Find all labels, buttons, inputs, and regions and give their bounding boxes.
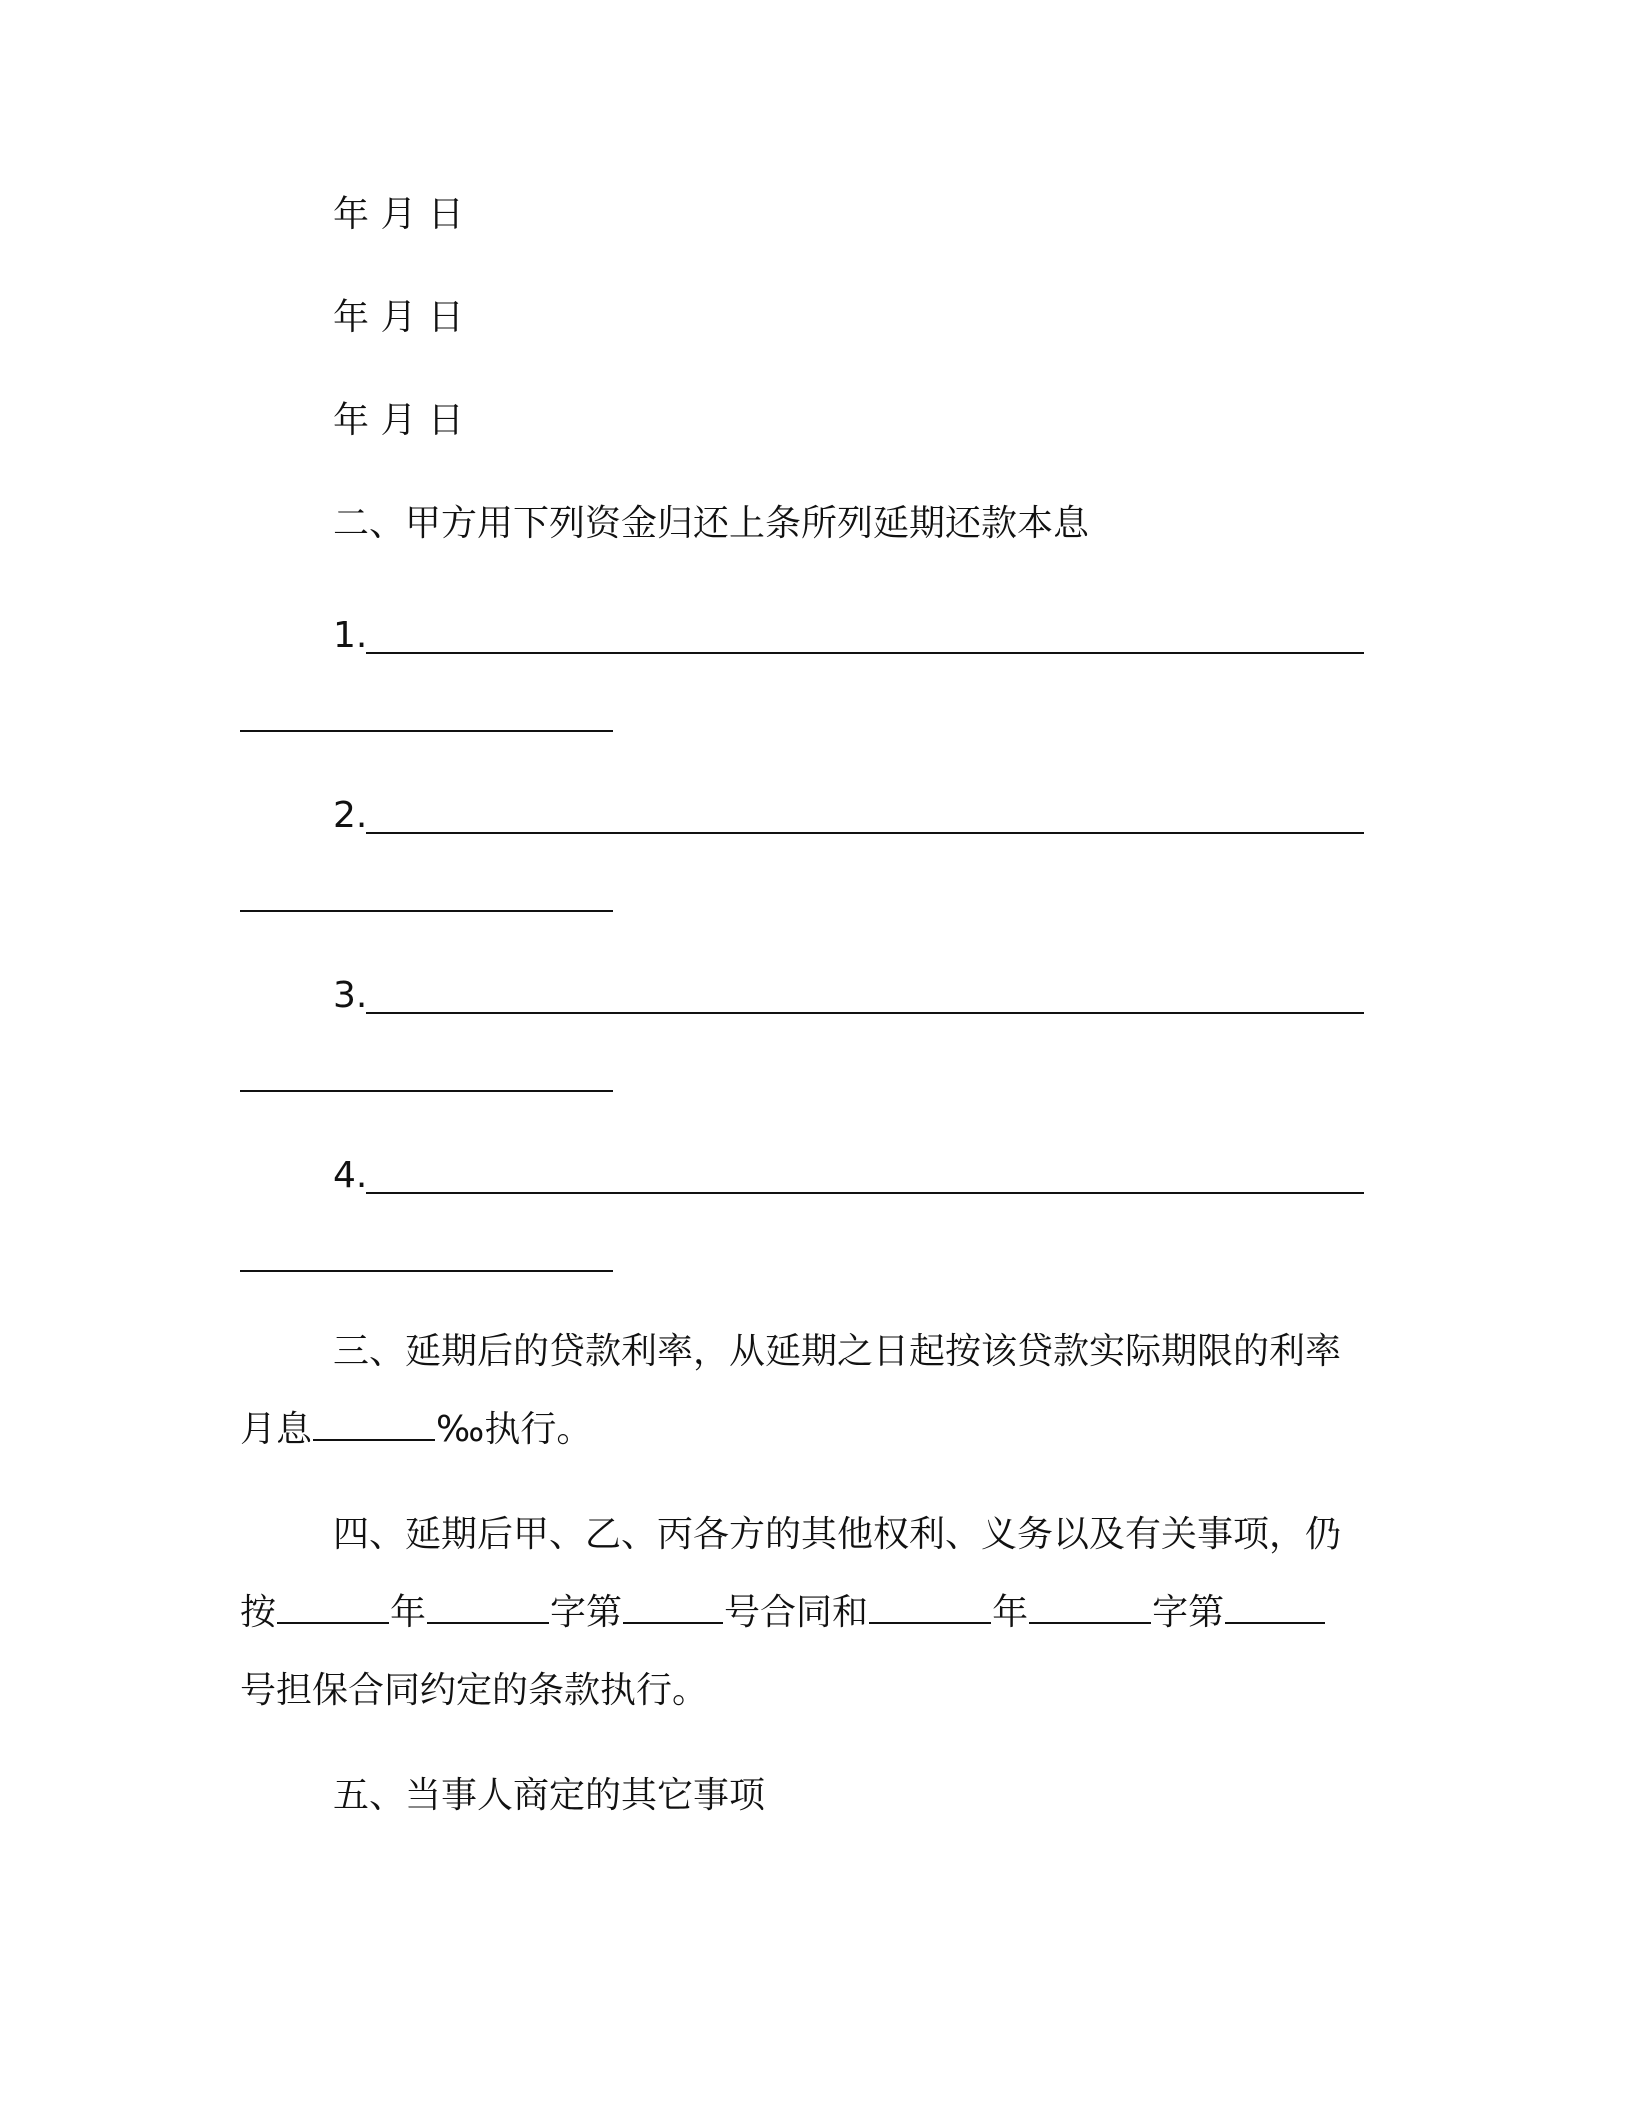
date-line-2: 年 月 日 xyxy=(333,297,464,338)
date-line-1: 年 月 日 xyxy=(333,194,464,235)
contract-prefix-blank[interactable] xyxy=(427,1592,549,1624)
section4-line-2 xyxy=(240,1591,1326,1635)
section3-suffix: ‰执行。 xyxy=(436,1409,593,1450)
guarantee-prefix-blank[interactable] xyxy=(1029,1592,1151,1624)
item-2-blank-line-1[interactable] xyxy=(366,832,1364,834)
section4-text-nian-2: 年 xyxy=(992,1592,1029,1633)
item-3-blank-line-1[interactable] xyxy=(366,1012,1364,1014)
item-4-blank-line-1[interactable] xyxy=(366,1192,1364,1194)
interest-rate-blank[interactable] xyxy=(313,1409,435,1441)
item-1-blank-line-1[interactable] xyxy=(366,652,1364,654)
section3-prefix: 月息 xyxy=(240,1409,313,1450)
section5-heading: 五、当事人商定的其它事项 xyxy=(333,1775,766,1816)
item-2-blank-line-2[interactable] xyxy=(240,910,613,912)
section4-line-1: 四、延期后甲、乙、丙各方的其他权利、义务以及有关事项，仍 xyxy=(333,1514,1342,1555)
section4-text-zidi-2: 字第 xyxy=(1152,1592,1225,1633)
section4-line-3: 号担保合同约定的条款执行。 xyxy=(240,1670,709,1711)
item-1-label: 1. xyxy=(333,615,368,656)
item-2-label: 2. xyxy=(333,795,368,836)
section3-line-1: 三、延期后的贷款利率，从延期之日起按该贷款实际期限的利率 xyxy=(333,1331,1342,1372)
contract-number-blank[interactable] xyxy=(623,1592,723,1624)
item-4-label: 4. xyxy=(333,1155,368,1196)
item-3-label: 3. xyxy=(333,975,368,1016)
item-4-blank-line-2[interactable] xyxy=(240,1270,613,1272)
section4-text-nian-1: 年 xyxy=(390,1592,427,1633)
section3-line-2 xyxy=(240,1408,592,1452)
guarantee-number-blank[interactable] xyxy=(1225,1592,1325,1624)
section4-text-zidi-1: 字第 xyxy=(550,1592,623,1633)
item-1-blank-line-2[interactable] xyxy=(240,730,613,732)
section2-heading: 二、甲方用下列资金归还上条所列延期还款本息 xyxy=(333,503,1090,544)
section4-text-hao-hetong-he: 号合同和 xyxy=(724,1592,869,1633)
section4-text-an: 按 xyxy=(240,1592,277,1633)
guarantee-year-blank[interactable] xyxy=(869,1592,991,1624)
contract-year-blank[interactable] xyxy=(277,1592,389,1624)
date-line-3: 年 月 日 xyxy=(333,400,464,441)
item-3-blank-line-2[interactable] xyxy=(240,1090,613,1092)
